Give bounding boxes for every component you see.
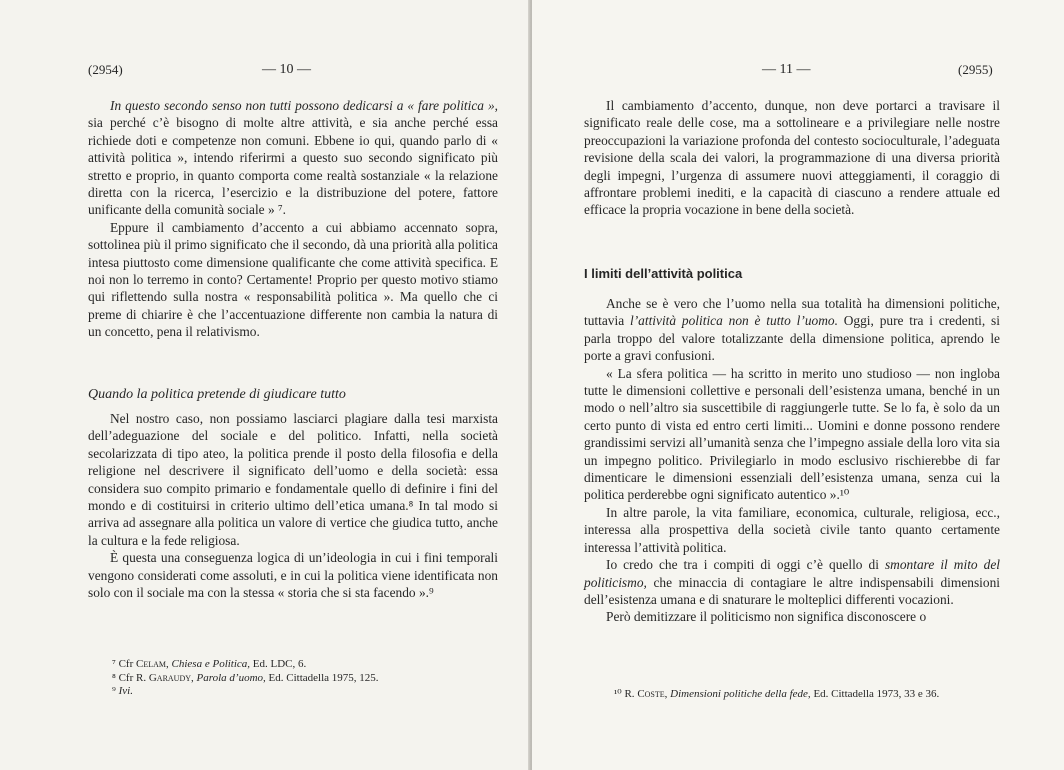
paragraph: Io credo che tra i compiti di oggi c’è quello di smontare il mito del politicismo, che minaccia di contagiare le altre indispensabili dimensioni dell’esistenza umana e di snaturare le molteplici differenti vocazioni. xyxy=(584,557,1000,607)
left-page xyxy=(0,0,530,770)
paragraph: Anche se è vero che l’uomo nella sua totalità ha dimensioni politiche, tuttavia l’attività politica non è tutto l’uomo. Oggi, pure tra i credenti, si parla troppo del valore totalizzante della dimensione politica, aprendo le porte a gravi confusioni. xyxy=(584,296,1000,364)
paragraph: Nel nostro caso, non possiamo lasciarci plagiare dalla tesi marxista dell’adeguazione del sociale e del politico. Infatti, nella società secolarizzata di tipo ateo, la politica prende il posto della filosofia e della religione nel descrivere il significato dell’uomo e della società: essa considera suo compito primario e fondamentale quello di definire i fini del mondo e di costituirsi in criterio ultimo dell’etica umana.⁸ In tal modo si arriva ad assegnare alla politica un valore di vertice che giudica tutto, anche la cultura e la fede religiosa. xyxy=(88,411,498,548)
left-page-number: — 10 — xyxy=(262,62,311,77)
footnote: ⁷ Cfr Celam, Chiesa e Politica, Ed. LDC, 6. xyxy=(112,658,307,670)
section-heading: I limiti dell’attività politica xyxy=(584,266,743,281)
left-footnotes xyxy=(112,658,379,699)
paragraph: Però demitizzare il politicismo non significa disconoscere o xyxy=(606,609,927,625)
paragraph: In altre parole, la vita familiare, economica, culturale, religiosa, ecc., interessa alla prospettiva della società civile tanto quanto certamente interessa l’attività politica. xyxy=(584,504,1000,555)
footnote: ¹⁰ R. Coste, Dimensioni politiche della fede, Ed. Cittadella 1973, 33 e 36. xyxy=(614,688,940,700)
paragraph: In questo secondo senso non tutti possono dedicarsi a « fare politica », sia perché c’è bisogno di molte altre attività, e sia anche perché essa richiede doti e competenze non comuni. Ebbene io qui, quando parlo di « attività politica », intendo riferirmi a questo suo secondo significato più stretto e proprio, in quanto comporta come realtà sostanziale « la relazione diretta con la ricerca, l’esercizio e la distribuzione del potere, fattore unificante della comunità sociale » ⁷. xyxy=(88,98,498,218)
right-text-block-2 xyxy=(584,295,1000,626)
left-header-ref: (2954) xyxy=(88,62,123,77)
paragraph: « La sfera politica — ha scritto in merito uno studioso — non ingloba tutte le dimensioni collettive e personali dell’esistenza umana, benché in un modo o nell’altro sia suscettibile di raggiungerle tutte. Se lo fa, è solo da un certo punto di vista ed entro certi limiti... Uomini e donne possono rendere grandissimi servizi all’umanità senza che l’impegno assiale della loro vita sia un impegno politico. Privilegiarlo in modo esclusivo rischierebbe di far dimenticare le dimensioni essenziali dell’esistenza umana, senza cui la politica perderebbe ogni significato autentico ».¹⁰ xyxy=(584,365,1000,503)
right-page-number: — 11 — xyxy=(762,62,811,77)
left-text-block-1 xyxy=(88,97,498,341)
left-text-block-2 xyxy=(88,410,498,601)
footnote: ⁸ Cfr R. Garaudy, Parola d’uomo, Ed. Cittadella 1975, 125. xyxy=(112,671,379,684)
paragraph: Eppure il cambiamento d’accento a cui abbiamo accennato sopra, sottolinea più il primo significato che il secondo, dà una priorità alla politica intesa piuttosto come dimensione qualificante che come attività specifica. E noi non lo terremo in conto? Certamente! Proprio per questo motivo stiamo qui riflettendo sulla nostra « responsabilità politica ». Ma quello che ci preme di chiarire è che l’accentuazione differente non cambia la natura di un concetto, pena il relativismo. xyxy=(88,219,498,340)
right-header-ref: (2955) xyxy=(958,62,993,77)
section-heading: Quando la politica pretende di giudicare tutto xyxy=(88,387,346,402)
paragraph: È questa una conseguenza logica di un’ideologia in cui i fini temporali vengono considerati come assoluti, e in cui la politica viene identificata non solo con il sociale ma con la stessa « storia che si sta facendo ».⁹ xyxy=(88,550,498,601)
right-page xyxy=(532,0,1064,770)
right-footnotes xyxy=(614,688,939,702)
footnote: ⁹ Ivi. xyxy=(112,685,133,698)
paragraph: Il cambiamento d’accento, dunque, non deve portarci a travisare il significato reale delle cose, ma a sottolineare e a privilegiare nelle nostre preoccupazioni la variazione profonda del contesto socioculturale, l’adeguata revisione della scala dei valori, la programmazione di una diversa priorità degli impegni, l’urgenza di assumere nuovi atteggiamenti, il coraggio di affrontare problemi inediti, e la capacità di ciascuno a rendere attuale ed efficace la propria vocazione in bene della società. xyxy=(584,98,1000,218)
right-text-block-1 xyxy=(584,97,1000,219)
